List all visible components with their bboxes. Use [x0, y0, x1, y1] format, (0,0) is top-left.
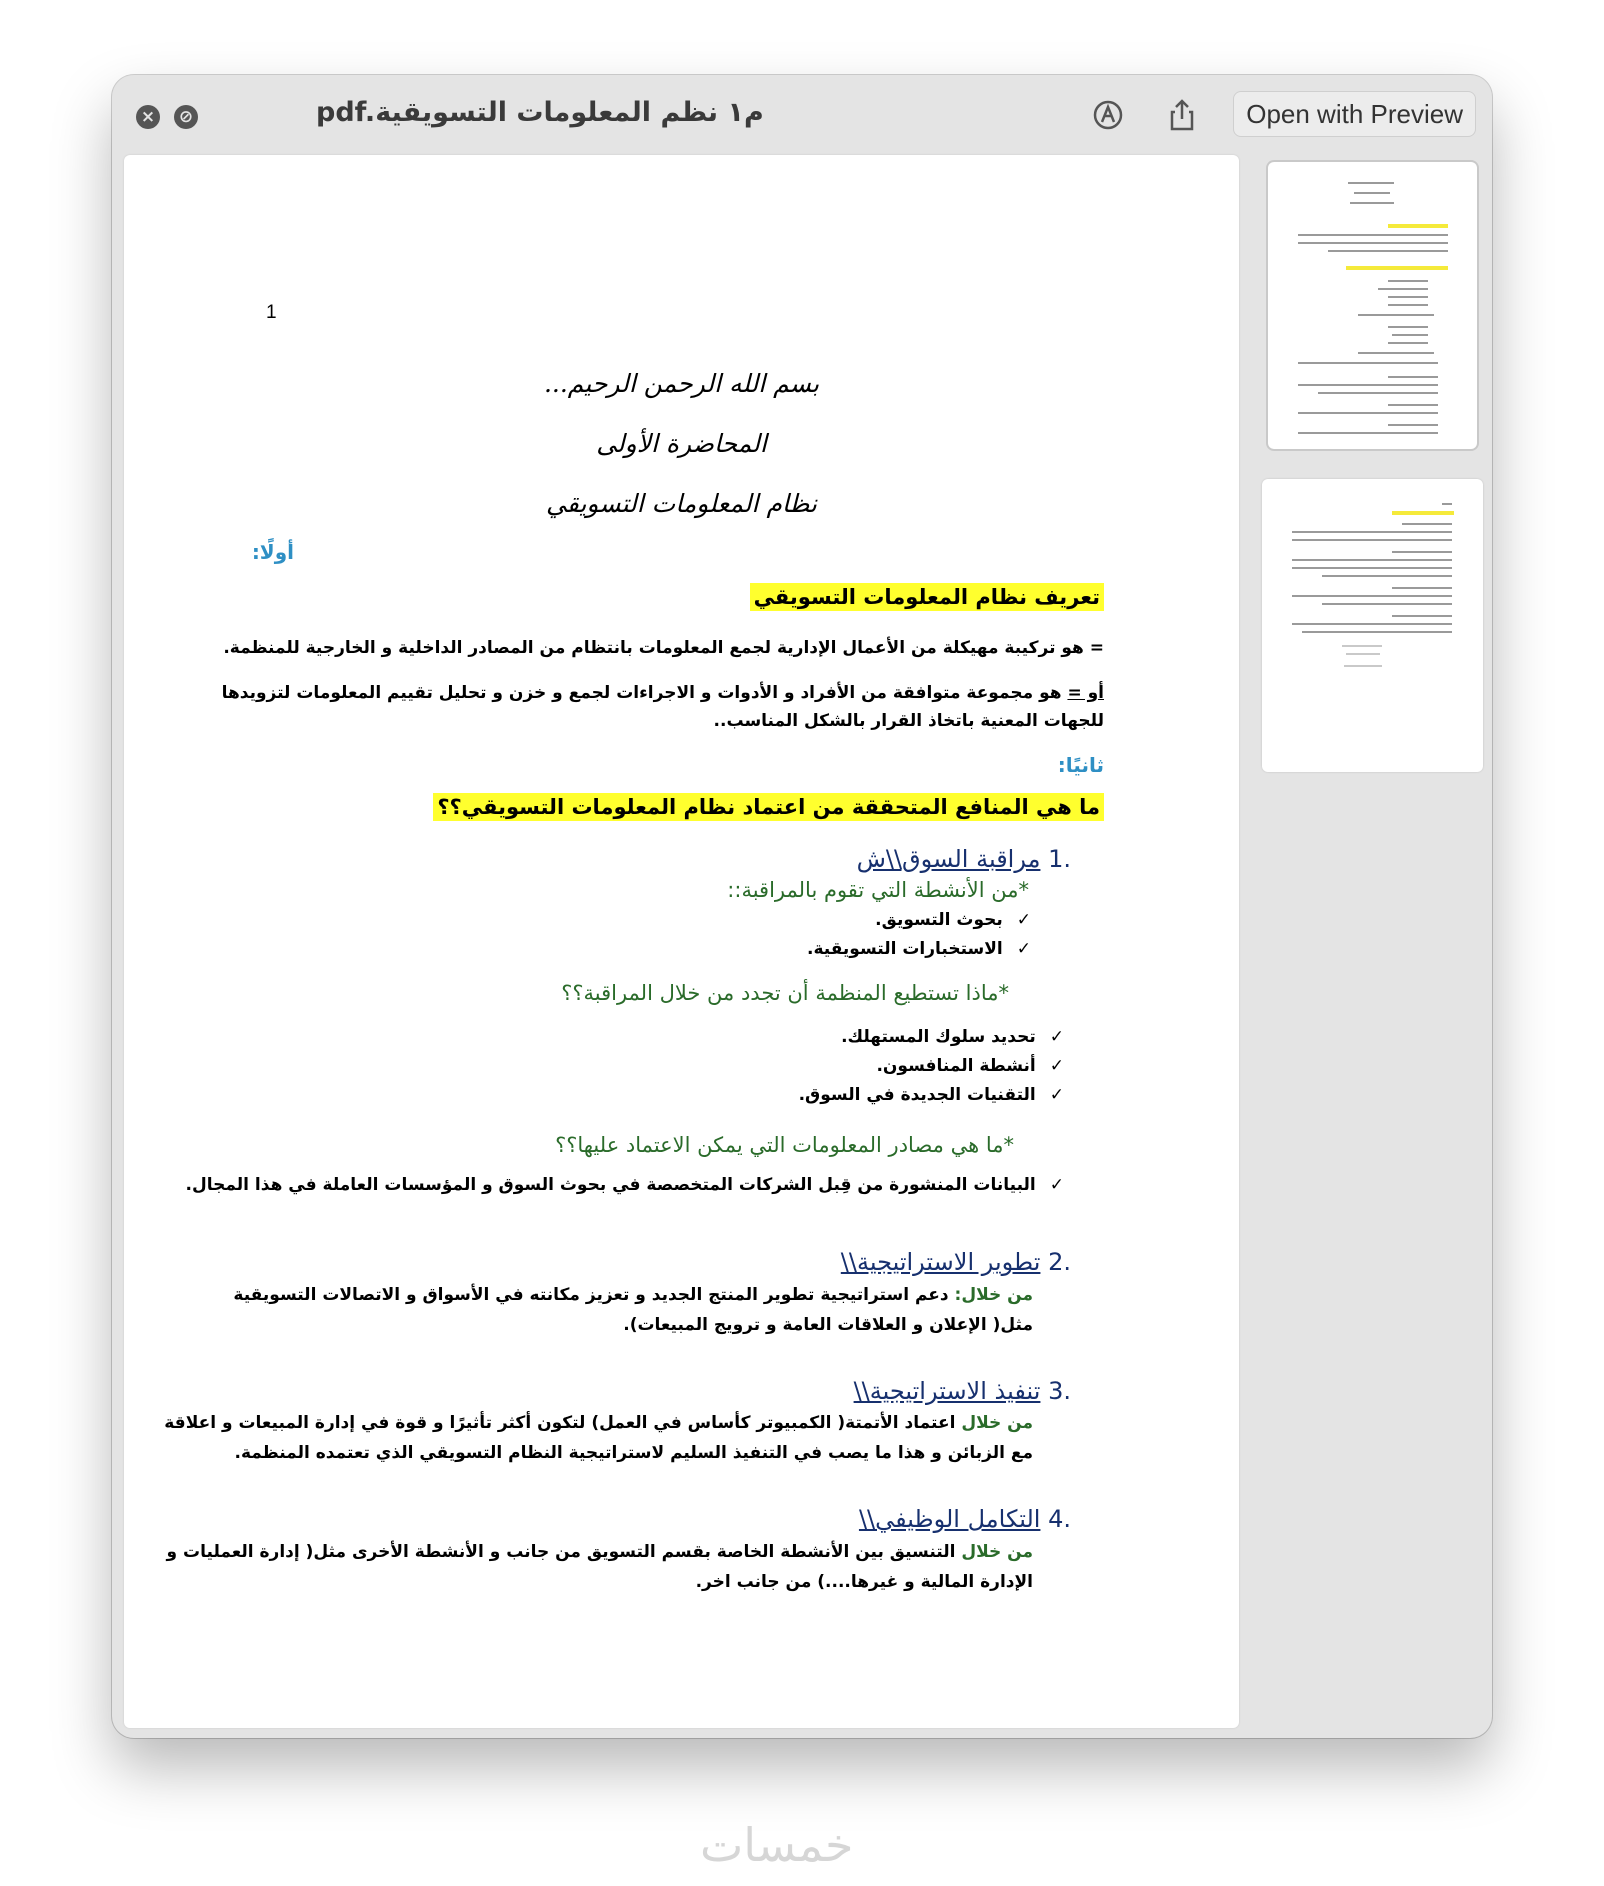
- watermark-logo: خمسات: [700, 1818, 854, 1872]
- course-title: نظام المعلومات التسويقي: [545, 489, 818, 518]
- section-3-line-1: من خلال اعتماد الأتمتة( الكمبيوتر كأساس في العمل) لتكون أكثر تأثيرًا و قوة في إدارة المبيعات و اعلاقة: [164, 1413, 1033, 1433]
- page-thumbnail-1[interactable]: [1268, 162, 1477, 449]
- quicklook-window: [112, 75, 1492, 1738]
- markup-icon[interactable]: [1090, 97, 1126, 133]
- definition-heading: تعريف نظام المعلومات التسويقي: [750, 585, 1104, 609]
- pdf-page: [124, 155, 1239, 1728]
- close-icon[interactable]: ×: [136, 105, 160, 129]
- definition-1: = هو تركيبة مهيكلة من الأعمال الإدارية لجمع المعلومات بانتظام من المصادر الداخلية و الخارجية للمنظمة.: [223, 638, 1104, 658]
- benefits-heading: ما هي المنافع المتحققة من اعتماد نظام المعلومات التسويقي؟؟: [433, 795, 1104, 819]
- definition-2-continued: للجهات المعنية باتخاذ القرار بالشكل المناسب..: [713, 711, 1104, 731]
- list-item: ✓بحوث التسويق.: [875, 910, 1031, 930]
- list-item: ✓الاستخبارات التسويقية.: [806, 939, 1031, 959]
- page-number: 1: [266, 302, 277, 323]
- basmala: بسم الله الرحمن الرحيم...: [543, 369, 820, 398]
- monitoring-q3: *ما هي مصادر المعلومات التي يمكن الاعتماد عليها؟؟: [555, 1133, 1014, 1157]
- list-item: ✓البيانات المنشورة من قِبل الشركات المتخصصة في بحوث السوق و المؤسسات العاملة في هذا المجال.: [185, 1175, 1064, 1195]
- window-title: pdf.م١ نظم المعلومات التسويقية: [316, 97, 764, 128]
- section-3-line-2: مع الزبائن و هذا ما يصب في التنفيذ السليم لاستراتيجية النظام التسويقي الذي تعتمده المنظمة.: [234, 1443, 1033, 1463]
- first-label: أولًا:: [251, 540, 294, 564]
- share-icon[interactable]: [1164, 97, 1200, 133]
- page-thumbnail-2[interactable]: [1262, 479, 1483, 772]
- list-item: ✓تحديد سلوك المستهلك.: [841, 1027, 1064, 1047]
- title-bar: [112, 75, 1492, 155]
- section-2-line-1: من خلال: دعم استراتيجية تطوير المنتج الجديد و تعزيز مكانته في الأسواق و الاتصالات التسويقية: [233, 1285, 1033, 1305]
- section-2-line-2: مثل( الإعلان و العلاقات العامة و ترويج المبيعات).: [623, 1315, 1033, 1335]
- section-4-line-1: من خلال التنسيق بين الأنشطة الخاصة بقسم التسويق من جانب و الأنشطة الأخرى مثل( إدارة العمليات و: [166, 1542, 1033, 1562]
- section-2-title: .2 تطوير الاستراتيجية\\: [840, 1248, 1071, 1276]
- monitoring-q2: *ماذا تستطيع المنظمة أن تجدد من خلال المراقبة؟؟: [561, 981, 1009, 1005]
- list-item: ✓أنشطة المنافسون.: [876, 1056, 1064, 1076]
- second-label: ثانيًا:: [1057, 753, 1104, 777]
- lecture-title: المحاضرة الأولى: [596, 429, 767, 458]
- fullscreen-icon[interactable]: ⊘: [174, 105, 198, 129]
- section-1-title: .1 مراقبة السوق\\ش: [856, 845, 1071, 873]
- section-4-line-2: الإدارة المالية و غيرها....) من جانب اخر.: [695, 1572, 1033, 1592]
- monitoring-q1: *من الأنشطة التي تقوم بالمراقبة::: [727, 878, 1029, 902]
- section-4-title: .4 التكامل الوظيفي\\: [858, 1505, 1071, 1533]
- list-item: ✓التقنيات الجديدة في السوق.: [798, 1085, 1064, 1105]
- definition-2: أو = هو مجموعة متوافقة من الأفراد و الأدوات و الاجراءات لجمع و خزن و تحليل تقييم المعلومات لتزويدها: [221, 683, 1104, 703]
- open-with-preview-button[interactable]: Open with Preview: [1233, 91, 1476, 137]
- section-3-title: .3 تنفيذ الاستراتيجية\\: [853, 1377, 1071, 1405]
